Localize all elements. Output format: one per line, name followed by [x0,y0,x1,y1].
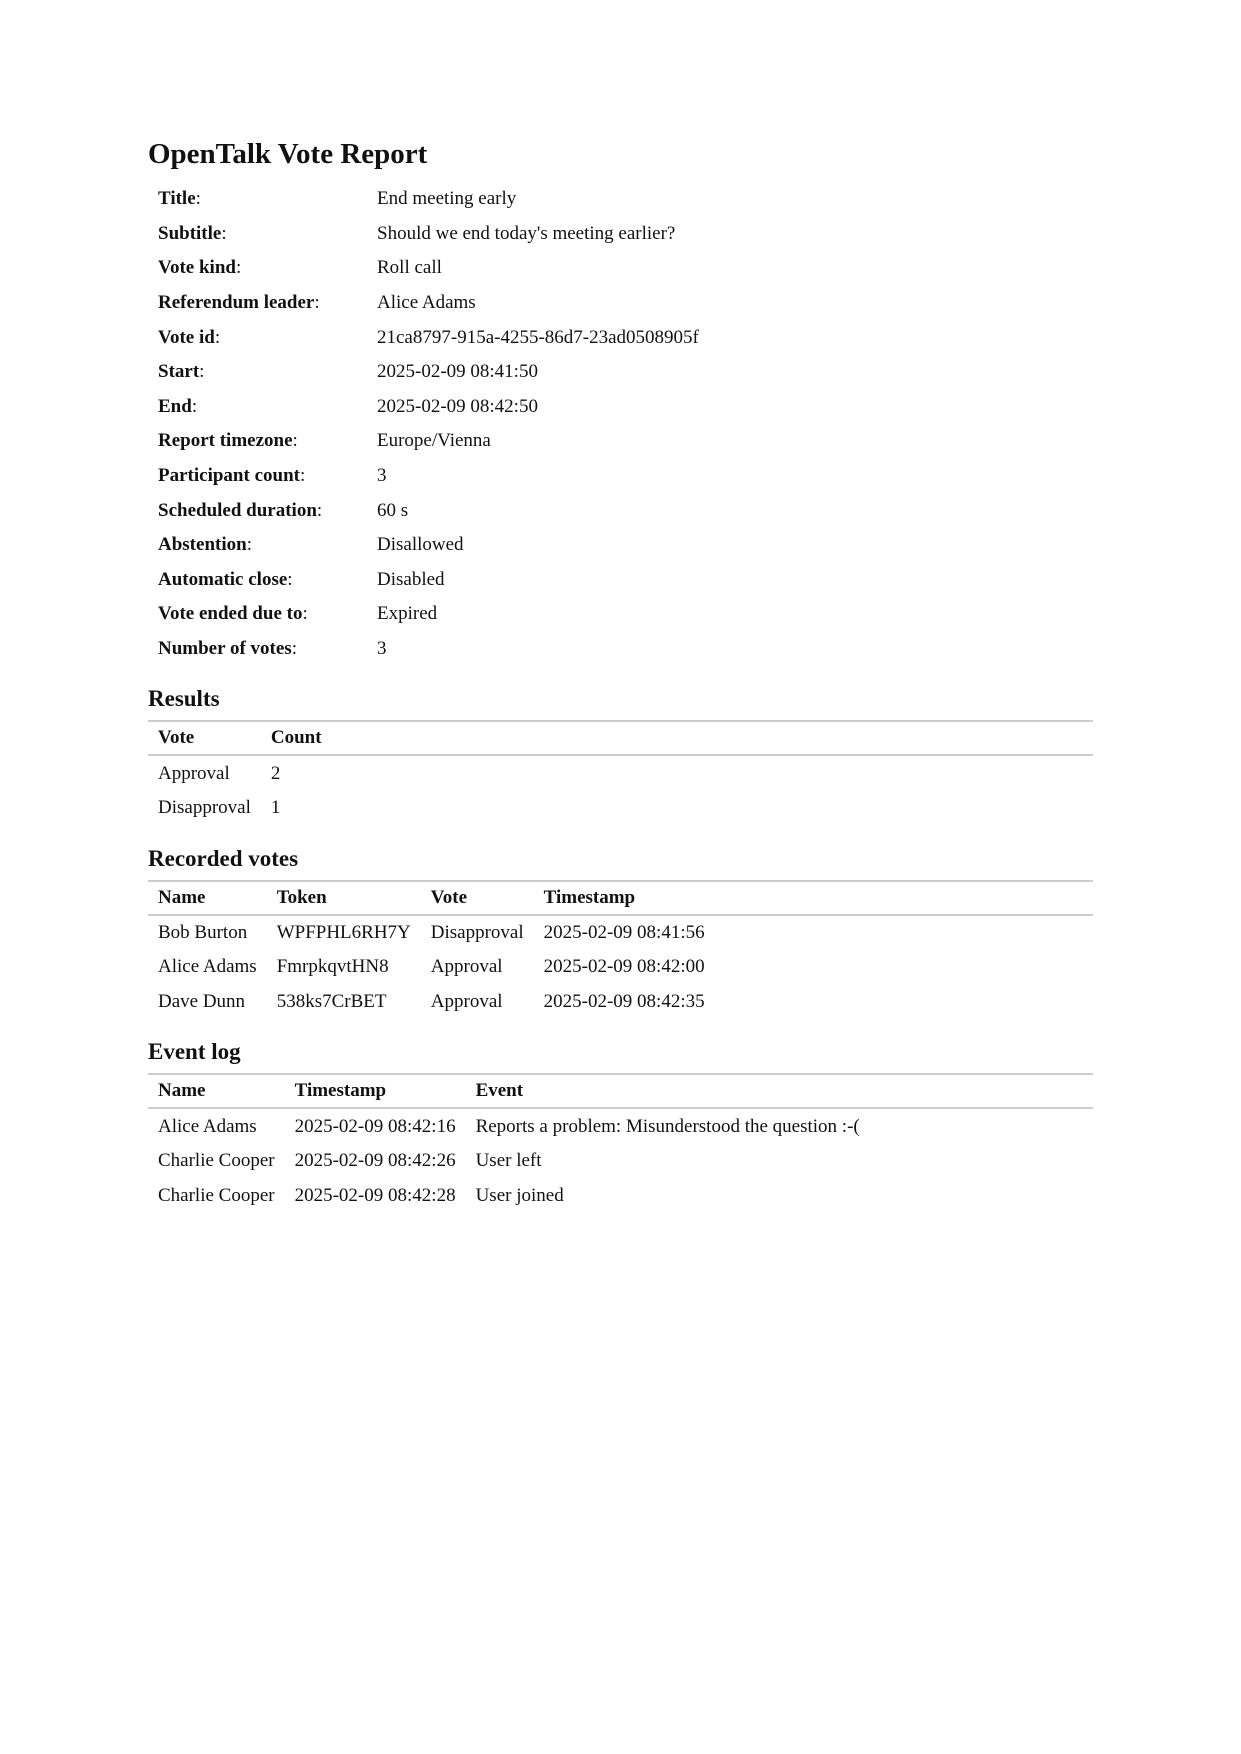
meta-label: End: [158,395,198,417]
results-table [148,720,1093,825]
meta-label: Start: [158,361,205,383]
meta-label: Vote kind: [158,257,242,279]
cell-name: Bob Burton [158,921,248,943]
event-log-section [148,1037,1093,1213]
event-log-table [148,1073,1093,1213]
recorded-votes-heading: Recorded votes [148,845,299,871]
vote-report-page [148,136,1093,1231]
meta-value: 2025-02-09 08:41:50 [377,361,538,383]
meta-label: Participant count: [158,465,306,487]
table-row [148,755,1093,791]
meta-row-number-of-votes [148,632,709,667]
cell-timestamp: 2025-02-09 08:42:00 [543,956,705,978]
metadata-table [148,182,709,666]
meta-label: Subtitle: [158,222,227,244]
cell-event: User left [475,1150,542,1172]
cell-count: 1 [270,797,281,819]
cell-name: Charlie Cooper [158,1184,275,1206]
column-header-timestamp: Timestamp [285,1074,466,1108]
cell-name: Alice Adams [158,956,257,978]
meta-value: Expired [377,603,438,625]
cell-timestamp: 2025-02-09 08:41:56 [543,921,705,943]
meta-row-title [148,182,709,217]
cell-vote: Disapproval [430,921,524,943]
meta-row-vote-id [148,320,709,355]
column-header-token: Token [267,881,421,915]
meta-value: Roll call [377,257,442,279]
meta-value: Should we end today's meeting earlier? [377,222,676,244]
report-title: OpenTalk Vote Report [148,138,428,170]
cell-token: WPFPHL6RH7Y [276,921,411,943]
cell-event: User joined [475,1184,564,1206]
meta-row-report-timezone [148,424,709,459]
table-row [148,791,1093,826]
column-header-event: Event [466,1074,1093,1108]
meta-value: 2025-02-09 08:42:50 [377,395,538,417]
column-header-vote: Vote [148,721,261,755]
cell-count: 2 [270,762,281,784]
table-row [148,1144,1093,1179]
meta-row-vote-ended-due-to [148,597,709,632]
meta-row-start [148,355,709,390]
cell-vote: Approval [430,956,503,978]
meta-label: Scheduled duration: [158,499,323,521]
cell-vote: Approval [158,762,230,784]
meta-row-scheduled-duration [148,493,709,528]
meta-label: Vote id: [158,326,221,348]
meta-value: 3 [377,638,387,660]
meta-label: Abstention: [158,534,252,556]
meta-value: Disallowed [377,534,464,556]
cell-timestamp: 2025-02-09 08:42:28 [294,1184,456,1206]
cell-name: Alice Adams [158,1115,257,1137]
meta-row-subtitle [148,217,709,252]
meta-value: 3 [377,465,387,487]
meta-label: Referendum leader: [158,292,320,314]
meta-row-abstention [148,528,709,563]
column-header-name: Name [148,1074,285,1108]
cell-timestamp: 2025-02-09 08:42:16 [294,1115,456,1137]
meta-value: 60 s [377,499,409,521]
cell-name: Dave Dunn [158,990,246,1012]
meta-label: Number of votes: [158,638,297,660]
meta-label: Report timezone: [158,430,298,452]
table-header-row [148,881,1093,915]
meta-value: Alice Adams [377,292,476,314]
table-header-row [148,721,1093,755]
recorded-votes-table [148,880,1093,1020]
recorded-votes-section [148,844,1093,1020]
meta-row-automatic-close [148,563,709,598]
meta-row-vote-kind [148,251,709,286]
meta-value: End meeting early [377,188,517,210]
event-log-heading: Event log [148,1039,241,1065]
table-row [148,1108,1093,1144]
cell-timestamp: 2025-02-09 08:42:35 [543,990,705,1012]
table-header-row [148,1074,1093,1108]
column-header-vote: Vote [421,881,534,915]
cell-event: Reports a problem: Misunderstood the question :-( [475,1115,860,1137]
table-row [148,950,1093,985]
table-row [148,1178,1093,1213]
meta-value: 21ca8797-915a-4255-86d7-23ad0508905f [377,326,699,348]
meta-row-end [148,390,709,425]
cell-timestamp: 2025-02-09 08:42:26 [294,1150,456,1172]
meta-value: Europe/Vienna [377,430,491,452]
cell-token: FmrpkqvtHN8 [276,956,389,978]
meta-value: Disabled [377,568,445,590]
cell-vote: Approval [430,990,503,1012]
results-heading: Results [148,686,220,712]
meta-label: Automatic close: [158,568,293,590]
column-header-name: Name [148,881,267,915]
column-header-count: Count [261,721,1093,755]
results-section [148,684,1093,825]
cell-vote: Disapproval [158,797,251,819]
meta-label: Vote ended due to: [158,603,308,625]
meta-label: Title: [158,188,201,210]
table-row [148,985,1093,1020]
cell-name: Charlie Cooper [158,1150,275,1172]
table-row [148,915,1093,951]
column-header-timestamp: Timestamp [534,881,1093,915]
meta-row-participant-count [148,459,709,494]
meta-row-referendum-leader [148,286,709,321]
cell-token: 538ks7CrBET [276,990,387,1012]
